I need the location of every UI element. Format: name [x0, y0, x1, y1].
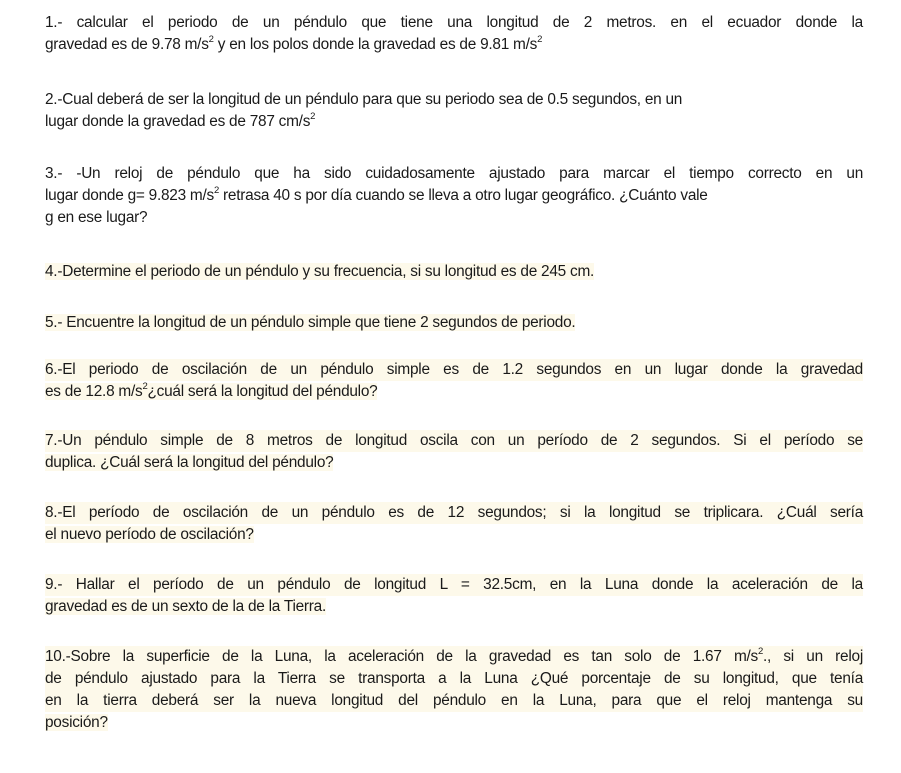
problem-line: 1.- calcular el periodo de un péndulo que tiene una longitud de 2 metros. en el ecuador donde la: [45, 14, 863, 31]
problem-line: 6.-El periodo de oscilación de un péndulo simple es de 1.2 segundos en un lugar donde la gravedad: [45, 359, 863, 381]
problem-line: 2.-Cual deberá de ser la longitud de un péndulo para que su periodo sea de 0.5 segundos, en un: [45, 91, 683, 108]
problem-line: 7.-Un péndulo simple de 8 metros de longitud oscila con un período de 2 segundos. Si el período se: [45, 430, 863, 452]
problem-line: gravedad es de un sexto de la de la Tierra.: [45, 598, 327, 615]
problem-line: posición?: [45, 714, 108, 731]
exponent: 2: [537, 33, 543, 45]
problem-3: [45, 163, 863, 229]
problem-line: gravedad es de 9.78 $m/s^2$ y en los polos donde la gravedad es de 9.81 $m/s^2$: [45, 33, 543, 53]
problem-6: [45, 359, 863, 403]
problem-7: [45, 430, 863, 474]
problem-line: duplica. ¿Cuál será la longitud del péndulo?: [45, 454, 334, 471]
problem-line: g en ese lugar?: [45, 209, 148, 226]
exponent: 2: [310, 110, 316, 122]
problem-2: [45, 89, 863, 133]
problem-8: [45, 502, 863, 546]
problem-line: en la tierra deberá ser la nueva longitud del péndulo en la Luna, para que el reloj mantenga su: [45, 690, 863, 712]
exponent: 2: [213, 184, 220, 196]
problem-line: es de 12.8 $m/s^2¿cuál$ será la longitud del péndulo?: [45, 380, 378, 400]
problem-line: 5.- Encuentre la longitud de un péndulo simple que tiene 2 segundos de periodo.: [45, 314, 576, 331]
problem-line: 3.- -Un reloj de péndulo que ha sido cuidadosamente ajustado para marcar el tiempo correcto en un: [45, 165, 863, 182]
problem-line: de péndulo ajustado para la Tierra se transporta a la Luna ¿Qué porcentaje de su longitud, que tenía: [45, 668, 863, 690]
problem-line: 10.-Sobre la superficie de la Luna, la aceleración de la gravedad es tan solo de 1.67 $m/s^2$., si un reloj: [45, 646, 863, 668]
problem-1: [45, 12, 863, 56]
problem-line: 8.-El período de oscilación de un péndulo es de 12 segundos; si la longitud se triplicara. ¿Cuál sería: [45, 502, 863, 524]
exponent: 2: [208, 33, 214, 45]
problem-5: [45, 312, 863, 334]
problem-line: lugar donde g= 9.823 $m/s^2$ retrasa 40 s por día cuando se lleva a otro lugar geográfico. ¿Cuánto vale: [45, 184, 708, 204]
problem-line: el nuevo período de oscilación?: [45, 526, 254, 543]
problem-line: 4.-Determine el periodo de un péndulo y su frecuencia, si su longitud es de 245 cm.: [45, 263, 595, 280]
problem-9: [45, 574, 863, 618]
problem-line: lugar donde la gravedad es de 787 $cm/s^2$: [45, 110, 316, 130]
problem-10: [45, 646, 863, 734]
exponent: 2: [757, 645, 764, 657]
problem-4: [45, 261, 863, 283]
problem-line: 9.- Hallar el período de un péndulo de longitud L = 32.5cm, en la Luna donde la aceleración de la: [45, 574, 863, 596]
exponent: 2: [142, 380, 148, 392]
